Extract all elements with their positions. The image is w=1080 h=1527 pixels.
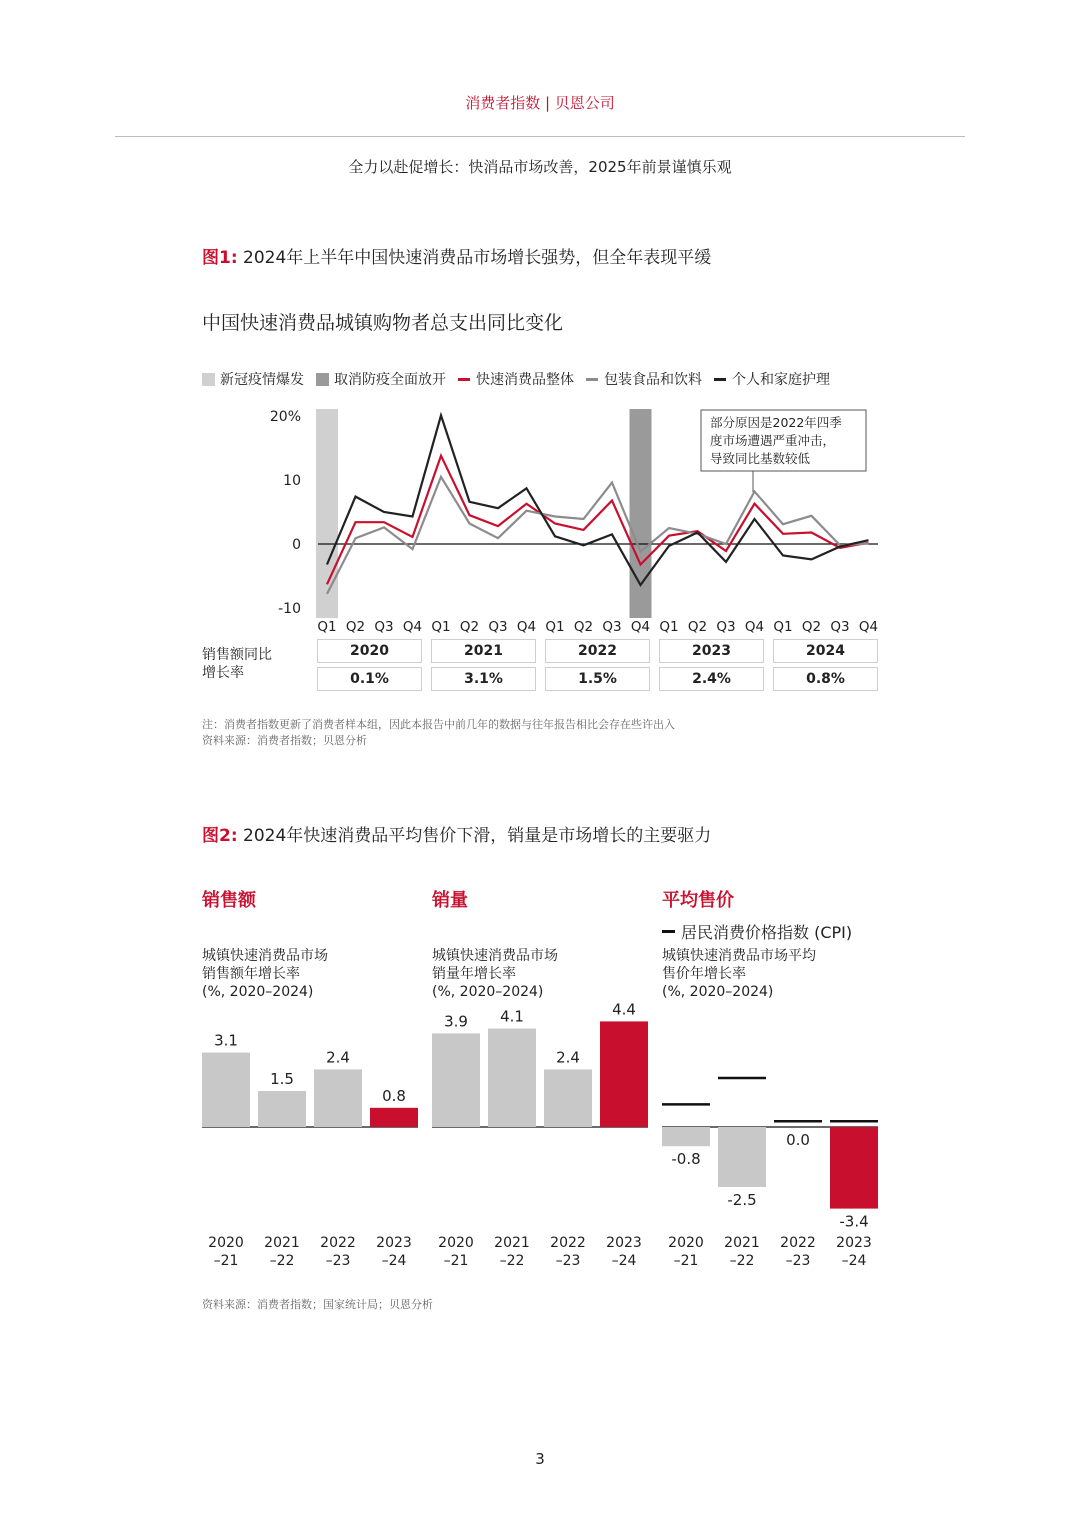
cpi-legend-label: 居民消费价格指数 (CPI) [681, 923, 853, 942]
rate-box-2020: 0.1% [317, 667, 422, 691]
panel-volume-desc: 城镇快速消费品市场 销量年增长率 (%, 2020–2024) [432, 948, 558, 1000]
annotation-text: 度市场遭遇严重冲击， [710, 433, 836, 448]
annotation-text: 导致同比基数较低 [710, 451, 811, 466]
figure2-title-text: 2024年快速消费品平均售价下滑，销量是市场增长的主要驱力 [237, 826, 712, 846]
year-box-2023: 2023 [659, 639, 764, 663]
bar-category-label: 2022 [780, 1235, 816, 1251]
legend-overall-label: 快速消费品整体 [476, 372, 574, 388]
bar-volume [544, 1069, 592, 1127]
bar-price [662, 1127, 710, 1146]
bar-value-label: 2.4 [326, 1048, 350, 1067]
bar-category-label: –23 [555, 1253, 581, 1269]
panel-volume-title: 销量 [432, 890, 468, 911]
x-tick-label: Q3 [374, 619, 394, 635]
panel-price-desc: 城镇快速消费品市场平均 售价年增长率 (%, 2020–2024) [662, 948, 816, 1000]
y-tick-label: 0 [292, 537, 301, 553]
bar-value-label: -3.4 [839, 1212, 869, 1231]
bar-category-label: –23 [325, 1253, 351, 1269]
bar-category-label: 2020 [438, 1235, 474, 1251]
bar-category-label: –24 [611, 1253, 637, 1269]
x-tick-label: Q3 [488, 619, 508, 635]
x-tick-label: Q1 [431, 619, 451, 635]
figure1-chart-title: 中国快速消费品城镇购物者总支出同比变化 [202, 312, 564, 334]
bar-value-label: 0.8 [382, 1086, 406, 1105]
row-label-1: 销售额同比 [202, 647, 272, 663]
figure1-note: 注：消费者指数更新了消费者样本组，因此本报告中前几年的数据与往年报告相比会存在些许出入 [202, 718, 675, 731]
bar-category-label: –23 [785, 1253, 811, 1269]
year-box-2020: 2020 [317, 639, 422, 663]
bar-category-label: –21 [443, 1253, 469, 1269]
panel-sales-desc: 城镇快速消费品市场 销售额年增长率 (%, 2020–2024) [202, 948, 328, 1000]
rate-box-2021: 3.1% [431, 667, 536, 691]
x-tick-label: Q2 [573, 619, 594, 635]
figure2-source: 资料来源：消费者指数；国家统计局；贝恩分析 [202, 1298, 433, 1311]
bar-category-label: –22 [729, 1253, 755, 1269]
header-brand: 消费者指数 | 贝恩公司 [465, 94, 615, 112]
bar-category-label: –22 [499, 1253, 525, 1269]
figure1-title-text: 2024年上半年中国快速消费品市场增长强势，但全年表现平缓 [237, 248, 712, 268]
bar-value-label: 1.5 [270, 1070, 294, 1088]
x-tick-label: Q4 [630, 619, 651, 635]
bar-volume [432, 1033, 480, 1127]
bar-category-label: –24 [381, 1253, 407, 1269]
year-box-2021: 2021 [431, 639, 536, 663]
x-tick-label: Q2 [801, 619, 822, 635]
year-box-2024: 2024 [773, 639, 878, 663]
figure1-label: 图1: [202, 248, 238, 268]
bar-category-label: 2022 [550, 1235, 586, 1251]
bar-category-label: 2023 [836, 1235, 872, 1251]
bar-volume [488, 1029, 536, 1127]
bar-price [718, 1127, 766, 1187]
bar-value-label: -0.8 [671, 1150, 701, 1169]
year-box-2022: 2022 [545, 639, 650, 663]
bar-category-label: –21 [213, 1253, 239, 1269]
legend-food-label: 包装食品和饮料 [604, 372, 702, 388]
x-tick-label: Q4 [858, 619, 879, 635]
figure2-label: 图2: [202, 826, 238, 846]
bar-category-label: 2021 [724, 1235, 760, 1251]
x-tick-label: Q4 [744, 619, 765, 635]
bar-category-label: 2021 [264, 1235, 300, 1251]
annotation-text: 部分原因是2022年四季 [710, 415, 842, 430]
x-tick-label: Q1 [659, 619, 679, 635]
bar-category-label: 2023 [376, 1235, 412, 1251]
x-tick-label: Q2 [459, 619, 480, 635]
bar-category-label: 2022 [320, 1235, 356, 1251]
bar-category-label: 2020 [668, 1235, 704, 1251]
panel-sales-title: 销售额 [202, 890, 256, 911]
legend-reopen-label: 取消防疫全面放开 [334, 372, 446, 388]
rate-box-2024: 0.8% [773, 667, 878, 691]
page-number: 3 [535, 1450, 545, 1468]
bar-value-label: 2.4 [556, 1048, 580, 1067]
bar-value-label: -2.5 [727, 1191, 757, 1209]
x-tick-label: Q4 [402, 619, 423, 635]
bar-sales [314, 1069, 362, 1127]
x-tick-label: Q3 [716, 619, 736, 635]
x-tick-label: Q1 [545, 619, 565, 635]
bar-value-label: 0.0 [786, 1131, 810, 1149]
rate-box-2023: 2.4% [659, 667, 764, 691]
bar-volume [600, 1021, 648, 1127]
bar-sales [202, 1053, 250, 1127]
x-tick-label: Q2 [345, 619, 366, 635]
bar-value-label: 4.4 [612, 1000, 636, 1019]
x-tick-label: Q2 [687, 619, 708, 635]
bar-category-label: –21 [673, 1253, 699, 1269]
bar-value-label: 3.1 [214, 1031, 238, 1050]
x-tick-label: Q3 [602, 619, 622, 635]
y-tick-label: 10 [283, 473, 301, 489]
legend-covid-label: 新冠疫情爆发 [220, 372, 304, 388]
x-tick-label: Q4 [516, 619, 537, 635]
legend-personal-label: 个人和家庭护理 [732, 372, 830, 388]
bar-sales [370, 1108, 418, 1127]
bar-value-label: 4.1 [500, 1007, 524, 1026]
bar-category-label: 2020 [208, 1235, 244, 1251]
bar-category-label: –24 [841, 1253, 867, 1269]
x-tick-label: Q1 [773, 619, 793, 635]
bar-sales [258, 1091, 306, 1127]
bar-category-label: 2023 [606, 1235, 642, 1251]
bar-category-label: –22 [269, 1253, 295, 1269]
y-tick-label: -10 [278, 601, 301, 617]
bar-value-label: 3.9 [444, 1012, 468, 1031]
figure1-source: 资料来源：消费者指数；贝恩分析 [202, 734, 367, 747]
rate-box-2022: 1.5% [545, 667, 650, 691]
report-subtitle: 全力以赴促增长：快消品市场改善，2025年前景谨慎乐观 [348, 158, 732, 176]
row-label-2: 增长率 [202, 665, 244, 681]
y-tick-label: 20% [269, 409, 301, 425]
bar-price [830, 1127, 878, 1209]
x-tick-label: Q3 [830, 619, 850, 635]
x-tick-label: Q1 [317, 619, 337, 635]
bar-category-label: 2021 [494, 1235, 530, 1251]
panel-price-title: 平均售价 [662, 890, 734, 911]
